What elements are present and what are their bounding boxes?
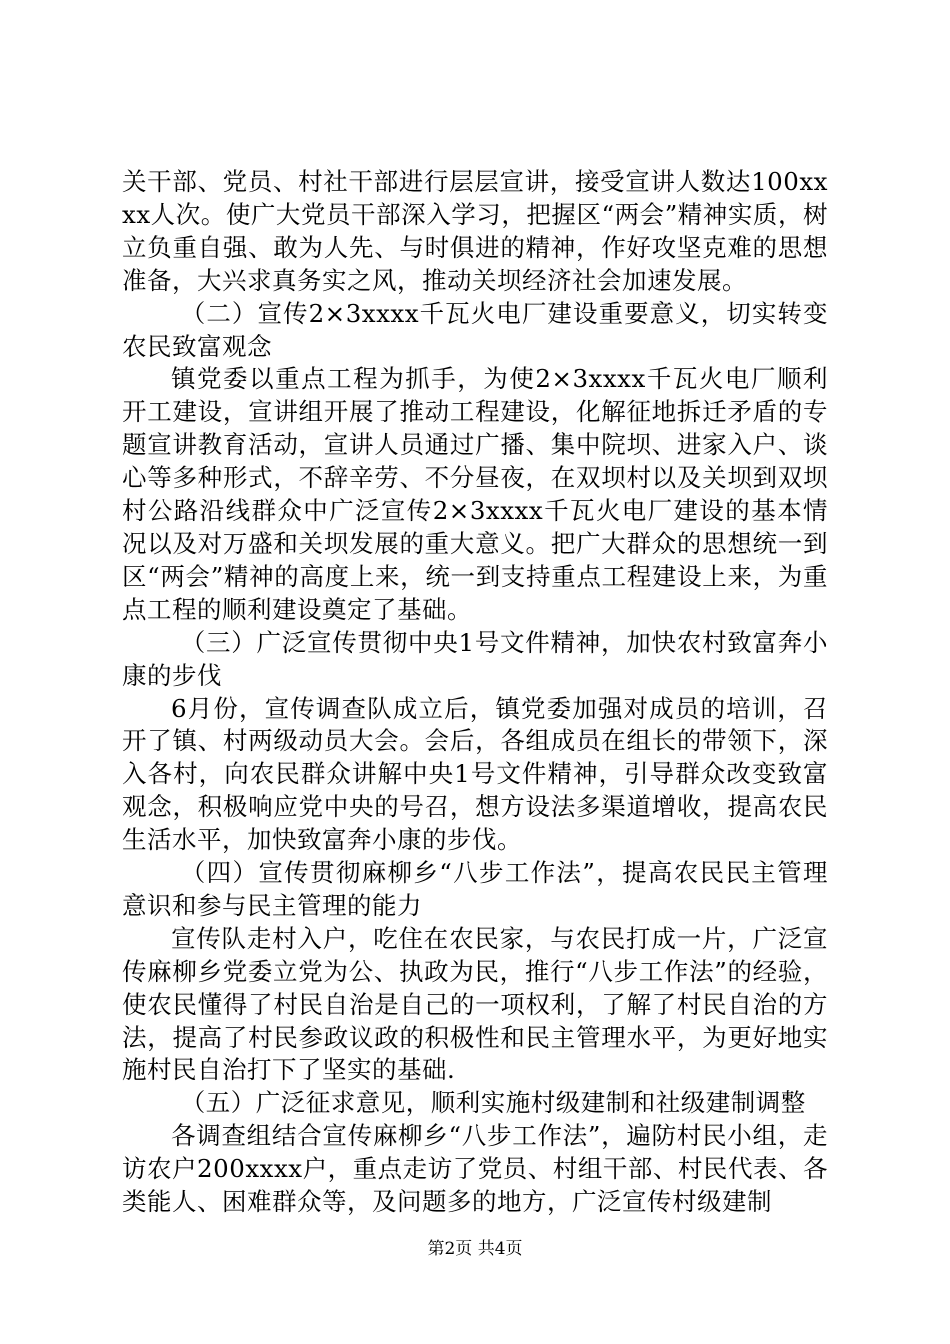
section-heading-4: （四）宣传贯彻麻柳乡“八步工作法”，提高农民民主管理意识和参与民主管理的能力: [122, 858, 828, 920]
section-heading-3: （三）广泛宣传贯彻中央1号文件精神，加快农村致富奔小康的步伐: [122, 627, 828, 690]
page-number-label: 第2页 共4页: [427, 1239, 523, 1259]
page-footer: [0, 1238, 950, 1260]
document-body: [122, 166, 828, 1219]
paragraph-3: 6月份，宣传调查队成立后，镇党委加强对成员的培训，召开了镇、村两级动员大会。会后，各组成员在组长的带领下，深入各村，向农民群众讲解中央1号文件精神，引导群众改变致富观念，积极响应党中央的号召，想方设法多渠道增收，提高农民生活水平，加快致富奔小康的步伐。: [122, 693, 828, 855]
paragraph-4: 宣传队走村入户，吃住在农民家，与农民打成一片，广泛宣传麻柳乡党委立党为公、执政为民，推行“八步工作法”的经验，使农民懂得了村民自治是自己的一项权利，了解了村民自治的方法，提高了村民参政议政的积极性和民主管理水平，为更好地实施村民自治打下了坚实的基础.: [122, 923, 828, 1085]
paragraph-5: 各调查组结合宣传麻柳乡“八步工作法”，遍防村民小组，走访农户200xxxx户，重点走访了党员、村组干部、村民代表、各类能人、困难群众等，及问题多的地方，广泛宣传村级建制: [122, 1121, 828, 1217]
section-heading-5: （五）广泛征求意见，顺利实施村级建制和社级建制调整: [180, 1088, 806, 1118]
paragraph-2: 镇党委以重点工程为抓手，为使2×3xxxx千瓦火电厂顺利开工建设，宣讲组开展了推动工程建设，化解征地拆迁矛盾的专题宣讲教育活动，宣讲人员通过广播、集中院坝、进家入户、谈心等多种形式，不辞辛劳、不分昼夜，在双坝村以及关坝到双坝村公路沿线群众中广泛宣传2×3xxxx千瓦火电厂建设的基本情况以及对万盛和关坝发展的重大意义。把广大群众的思想统一到区“两会”精神的高度上来，统一到支持重点工程建设上来，为重点工程的顺利建设奠定了基础。: [122, 364, 828, 624]
paragraph-1: 关干部、党员、村社干部进行层层宣讲，接受宣讲人数达100xxxx人次。使广大党员干部深入学习，把握区“两会”精神实质，树立负重自强、敢为人先、与时俱进的精神，作好攻坚克难的思想准备，大兴求真务实之风，推动关坝经济社会加速发展。: [122, 167, 828, 295]
section-heading-2: （二）宣传2×3xxxx千瓦火电厂建设重要意义，切实转变农民致富观念: [122, 298, 828, 361]
